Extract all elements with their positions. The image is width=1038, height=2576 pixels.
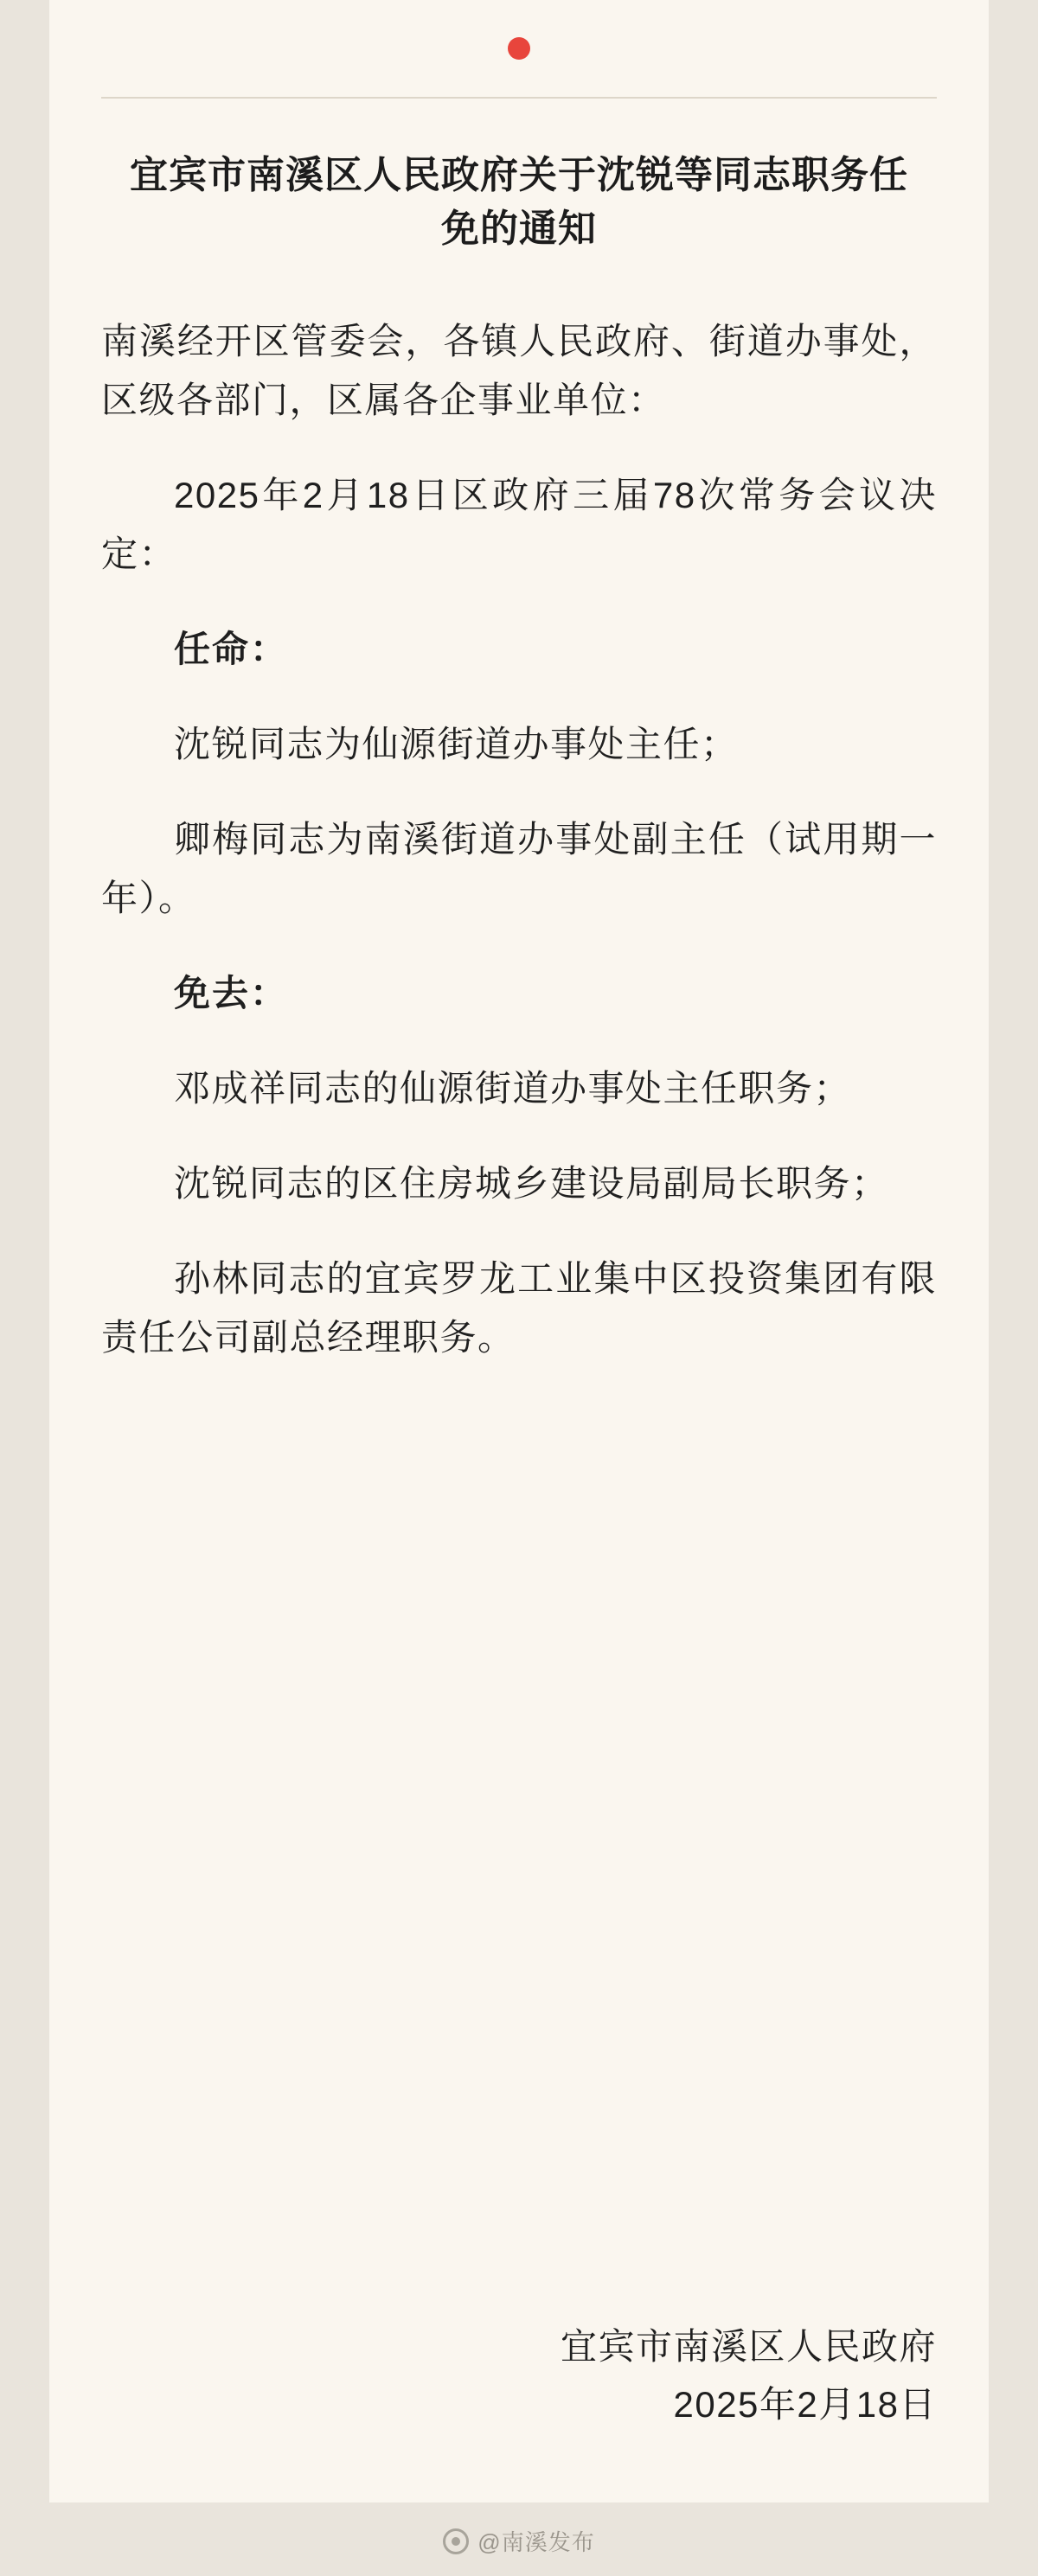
document-sheet: [49, 0, 989, 2502]
watermark-label: @南溪发布: [477, 2529, 595, 2555]
paragraph-appoint-1: 沈锐同志为仙源街道办事处主任；: [174, 724, 739, 765]
header-divider: [101, 97, 937, 99]
weibo-eye-icon: [443, 2528, 469, 2554]
paragraph-dismiss-1: 邓成祥同志的仙源街道办事处主任职务；: [174, 1068, 852, 1109]
paragraph-dismiss-2: 沈锐同志的区住房城乡建设局副局长职务；: [174, 1163, 889, 1205]
page-title: 宜宾市南溪区人民政府关于沈锐等同志职务任免的通知: [130, 154, 908, 251]
content-spacer: [101, 1403, 937, 2265]
footer-watermark-bar: [0, 2502, 1038, 2576]
watermark-badge: [443, 2525, 594, 2557]
header-ornament: [101, 0, 937, 97]
heading-dismissals: 免去：: [174, 973, 289, 1014]
heading-appointments: 任命：: [174, 629, 289, 670]
red-dot-icon: [508, 37, 530, 60]
paragraph-appoint-2: 卿梅同志为南溪街道办事处副主任（试用期一年）。: [101, 819, 937, 919]
signature-block: [101, 2317, 937, 2433]
paragraph-dismiss-3: 孙林同志的宜宾罗龙工业集中区投资集团有限责任公司副总经理职务。: [101, 1258, 937, 1358]
paragraph-meeting: 2025年2月18日区政府三届78次常务会议决定：: [101, 475, 937, 575]
paragraph-recipients: 南溪经开区管委会，各镇人民政府、街道办事处，区级各部门，区属各企事业单位：: [101, 320, 937, 420]
signature-date: 2025年2月18日: [673, 2383, 937, 2425]
signature-issuer: 宜宾市南溪区人民政府: [560, 2325, 937, 2367]
